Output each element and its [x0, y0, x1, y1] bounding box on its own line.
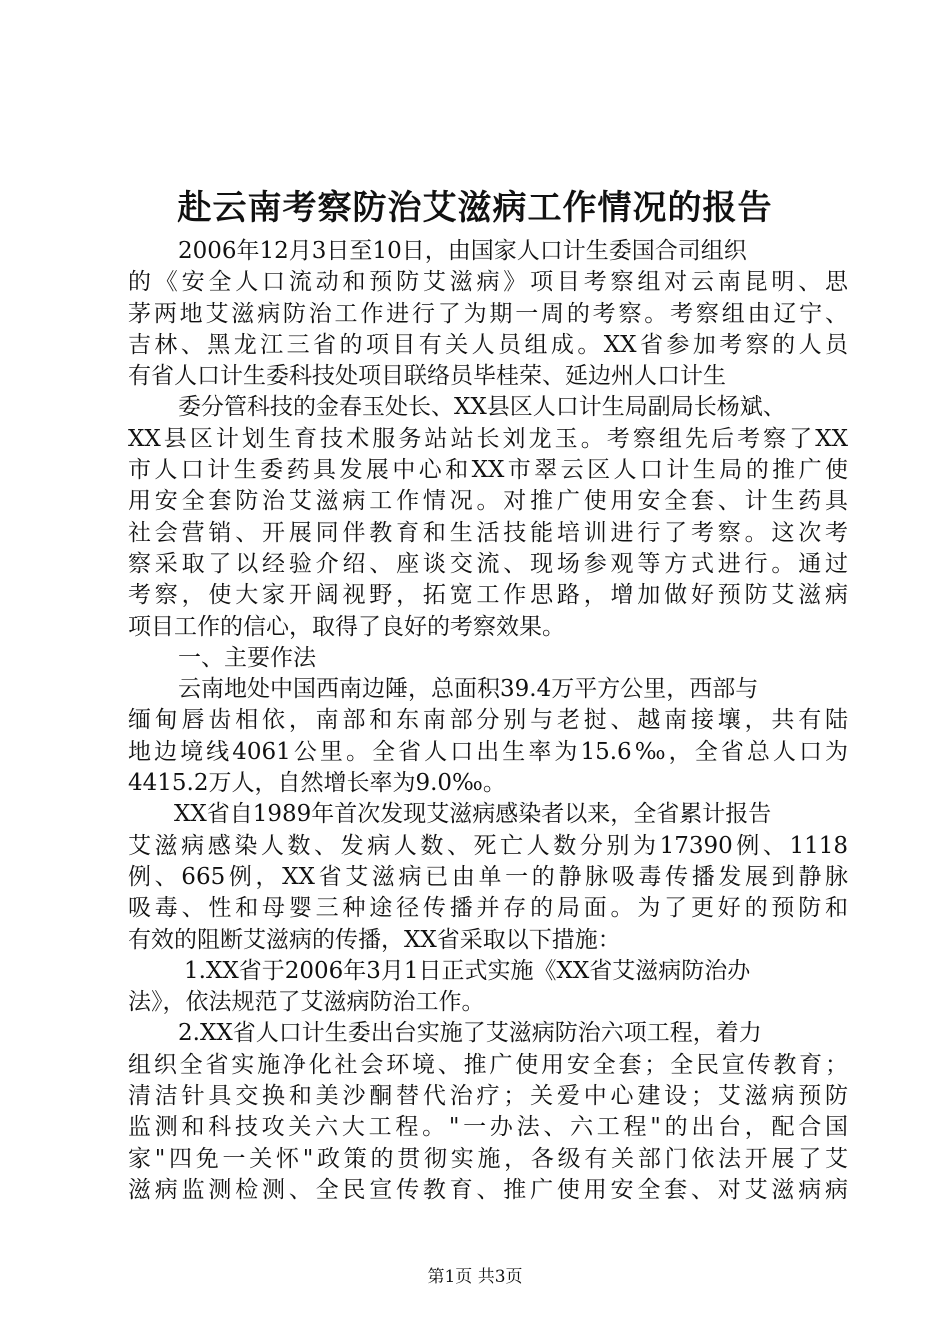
text-line: 吸毒、性和母婴三种途径传播并存的局面。为了更好的预防和	[128, 895, 848, 922]
text-line: 缅甸唇齿相依，南部和东南部分别与老挝、越南接壤，共有陆	[128, 707, 848, 734]
text-line: 家"四免一关怀"政策的贯彻实施，各级有关部门依法开展了艾	[128, 1145, 848, 1172]
text-line: 地边境线4061公里。全省人口出生率为15.6‰，全省总人口为	[128, 738, 848, 765]
text-line: 社会营销、开展同伴教育和生活技能培训进行了考察。这次考	[128, 519, 848, 546]
text-line: 2.XX省人口计生委出台实施了艾滋病防治六项工程，着力	[178, 1020, 762, 1047]
text-line: 茅两地艾滋病防治工作进行了为期一周的考察。考察组由辽宁、	[128, 300, 848, 327]
text-line: XX县区计划生育技术服务站站长刘龙玉。考察组先后考察了XX	[128, 425, 848, 452]
text-line: 考察，使大家开阔视野，拓宽工作思路，增加做好预防艾滋病	[128, 582, 848, 609]
text-line: 用安全套防治艾滋病工作情况。对推广使用安全套、计生药具	[128, 488, 848, 515]
text-line: 察采取了以经验介绍、座谈交流、现场参观等方式进行。通过	[128, 550, 848, 577]
text-line: 法》，依法规范了艾滋病防治工作。	[128, 989, 485, 1016]
text-line: XX省自1989年首次发现艾滋病感染者以来，全省累计报告	[174, 801, 772, 828]
page-footer: 第1页 共3页	[427, 1267, 523, 1287]
text-line: 吉林、黑龙江三省的项目有关人员组成。XX省参加考察的人员	[128, 331, 848, 358]
text-line: 项目工作的信心，取得了良好的考察效果。	[128, 613, 565, 640]
text-line: 1.XX省于2006年3月1日正式实施《XX省艾滋病防治办	[184, 957, 751, 984]
text-line: 组织全省实施净化社会环境、推广使用安全套；全民宣传教育；	[128, 1051, 848, 1078]
text-line: 有效的阻断艾滋病的传播，XX省采取以下措施：	[128, 926, 621, 953]
text-line: 4415.2万人，自然增长率为9.0‰。	[128, 770, 506, 797]
text-line: 监测和科技攻关六大工程。"一办法、六工程"的出台，配合国	[128, 1114, 848, 1141]
text-line: 艾滋病感染人数、发病人数、死亡人数分别为17390例、1118	[128, 832, 848, 859]
text-line: 清洁针具交换和美沙酮替代治疗；关爱中心建设；艾滋病预防	[128, 1083, 848, 1110]
text-line: 有省人口计生委科技处项目联络员毕桂荣、延边州人口计生	[128, 363, 726, 390]
text-line: 2006年12月3日至10日，由国家人口计生委国合司组织	[178, 238, 747, 264]
text-line: 的《安全人口流动和预防艾滋病》项目考察组对云南昆明、思	[128, 269, 848, 296]
text-line: 滋病监测检测、全民宣传教育、推广使用安全套、对艾滋病病	[128, 1176, 848, 1203]
section-heading: 一、主要作法	[178, 644, 316, 671]
text-line: 市人口计生委药具发展中心和XX市翠云区人口计生局的推广使	[128, 457, 848, 484]
text-line: 云南地处中国西南边陲，总面积39.4万平方公里，西部与	[178, 676, 759, 703]
text-line: 委分管科技的金春玉处长、XX县区人口计生局副局长杨斌、	[178, 394, 786, 421]
text-line: 例、665例，XX省艾滋病已由单一的静脉吸毒传播发展到静脉	[128, 863, 848, 890]
document-body	[128, 236, 848, 1206]
document-title: 赴云南考察防治艾滋病工作情况的报告	[177, 188, 773, 228]
